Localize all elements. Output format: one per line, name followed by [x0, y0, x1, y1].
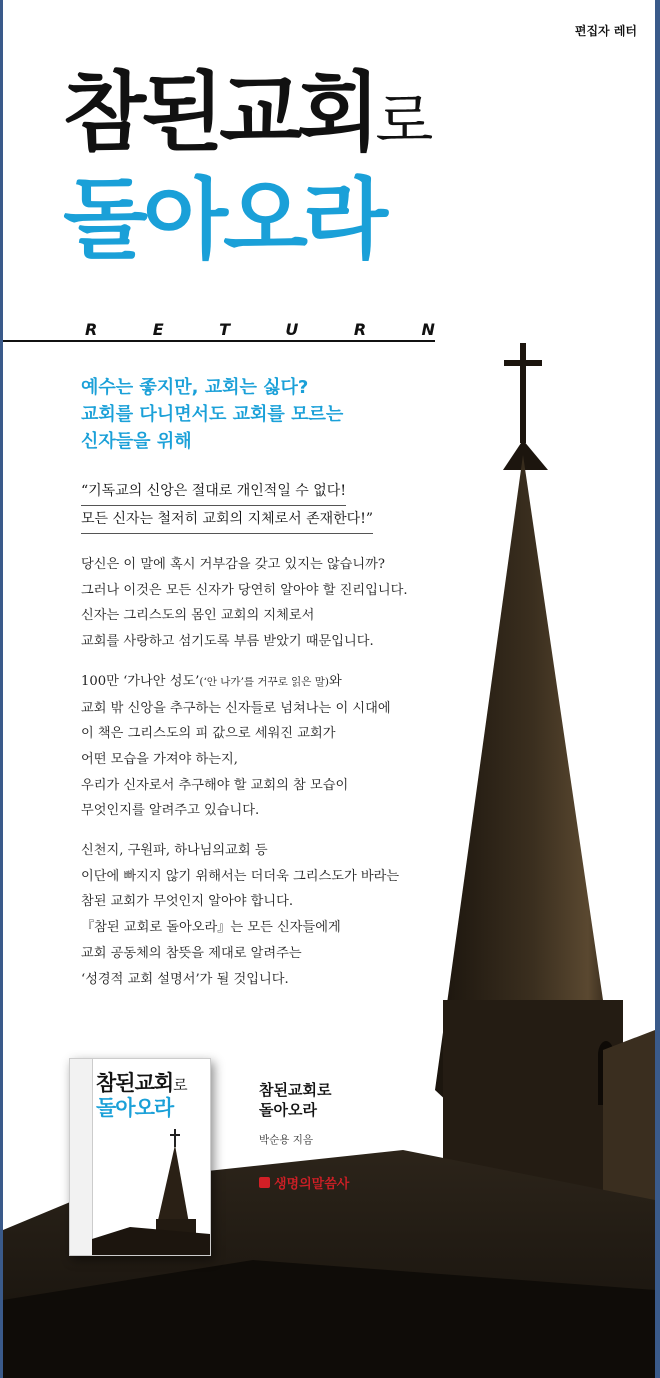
- headline-line: 신자들을 위해: [81, 431, 192, 452]
- body-line: 이단에 빠지지 않기 위해서는 더더욱 그리스도가 바라는: [81, 868, 400, 884]
- publisher: [259, 1173, 349, 1192]
- return-rule: [3, 340, 435, 342]
- book-info: [259, 1080, 349, 1192]
- quote: [81, 478, 373, 534]
- body-line: 당신은 이 말에 혹시 거부감을 갖고 있지는 않습니까?: [81, 557, 385, 572]
- book-title-line: 돌아오라: [259, 1101, 317, 1119]
- book-cover-spire-image: [70, 1059, 210, 1255]
- return-letter: R: [353, 320, 367, 339]
- return-letter: N: [421, 320, 435, 339]
- headline-line: 예수는 좋지만, 교회는 싫다?: [81, 377, 309, 398]
- book-cover-title-line2: 돌아오라: [96, 1096, 174, 1120]
- publisher-logo-icon: [259, 1177, 270, 1188]
- return-letter: R: [85, 320, 98, 339]
- body-line: 참된 교회가 무엇인지 알아야 합니다.: [81, 894, 294, 910]
- body-line: [81, 669, 408, 696]
- body-line: 교회를 사랑하고 섬기도록 부름 받았기 때문입니다.: [81, 634, 374, 650]
- paragraph-3: [81, 838, 408, 992]
- body-text: [81, 552, 408, 1006]
- paragraph-2: [81, 669, 408, 824]
- return-letter: T: [219, 320, 230, 339]
- book-cover-title-suffix: 로: [173, 1076, 187, 1094]
- publisher-name: 생명의말씀사: [274, 1177, 350, 1192]
- body-line: 이 책은 그리스도의 피 값으로 세워진 교회가: [81, 726, 336, 742]
- body-line: 『참된 교회로 돌아오라』는 모든 신자들에게: [81, 920, 341, 936]
- paragraph-1: [81, 552, 408, 655]
- body-line: ‘성경적 교회 설명서’가 될 것입니다.: [81, 971, 289, 987]
- main-title-line1: [63, 63, 432, 163]
- main-title-line2: 돌아오라: [63, 168, 384, 271]
- quote-line: “기독교의 신앙은 절대로 개인적일 수 없다!: [81, 478, 346, 506]
- body-line: 신천지, 구원파, 하나님의교회 등: [81, 843, 268, 859]
- return-word: [85, 320, 435, 339]
- body-line: 우리가 신자로서 추구해야 할 교회의 참 모습이: [81, 777, 349, 793]
- title-suffix: 로: [375, 87, 432, 157]
- return-letter: U: [285, 320, 299, 339]
- body-line: 그러나 이것은 모든 신자가 당연히 알아야 할 진리입니다.: [81, 582, 408, 598]
- body-line: 신자는 그리스도의 몸인 교회의 지체로서: [81, 608, 315, 624]
- book-cover: [69, 1058, 211, 1256]
- editor-letter-tag: 편집자 레터: [574, 24, 637, 38]
- body-line: 무엇인지를 알려주고 있습니다.: [81, 803, 260, 819]
- return-letter: E: [152, 320, 164, 339]
- body-note: (‘안 나가’를 거꾸로 읽은 말): [199, 675, 330, 688]
- body-fragment: 100만 ‘가나안 성도’: [81, 673, 200, 689]
- body-line: 교회 밖 신앙을 추구하는 신자들로 넘쳐나는 이 시대에: [81, 700, 391, 716]
- title-main: 참된교회: [63, 63, 376, 163]
- quote-line: 모든 신자는 철저히 교회의 지체로서 존재한다!”: [81, 506, 373, 534]
- book-cover-title-main: 참된교회: [96, 1071, 174, 1095]
- page-frame: [3, 0, 655, 1378]
- body-line: 어떤 모습을 가져야 하는지,: [81, 751, 238, 767]
- book-title-line: 참된교회로: [259, 1081, 332, 1099]
- headline: [81, 374, 343, 455]
- body-fragment: 와: [329, 673, 342, 689]
- body-line: 교회 공동체의 참뜻을 제대로 알려주는: [81, 945, 302, 961]
- book-author: 박순용 지음: [259, 1134, 314, 1146]
- headline-line: 교회를 다니면서도 교회를 모르는: [81, 404, 344, 425]
